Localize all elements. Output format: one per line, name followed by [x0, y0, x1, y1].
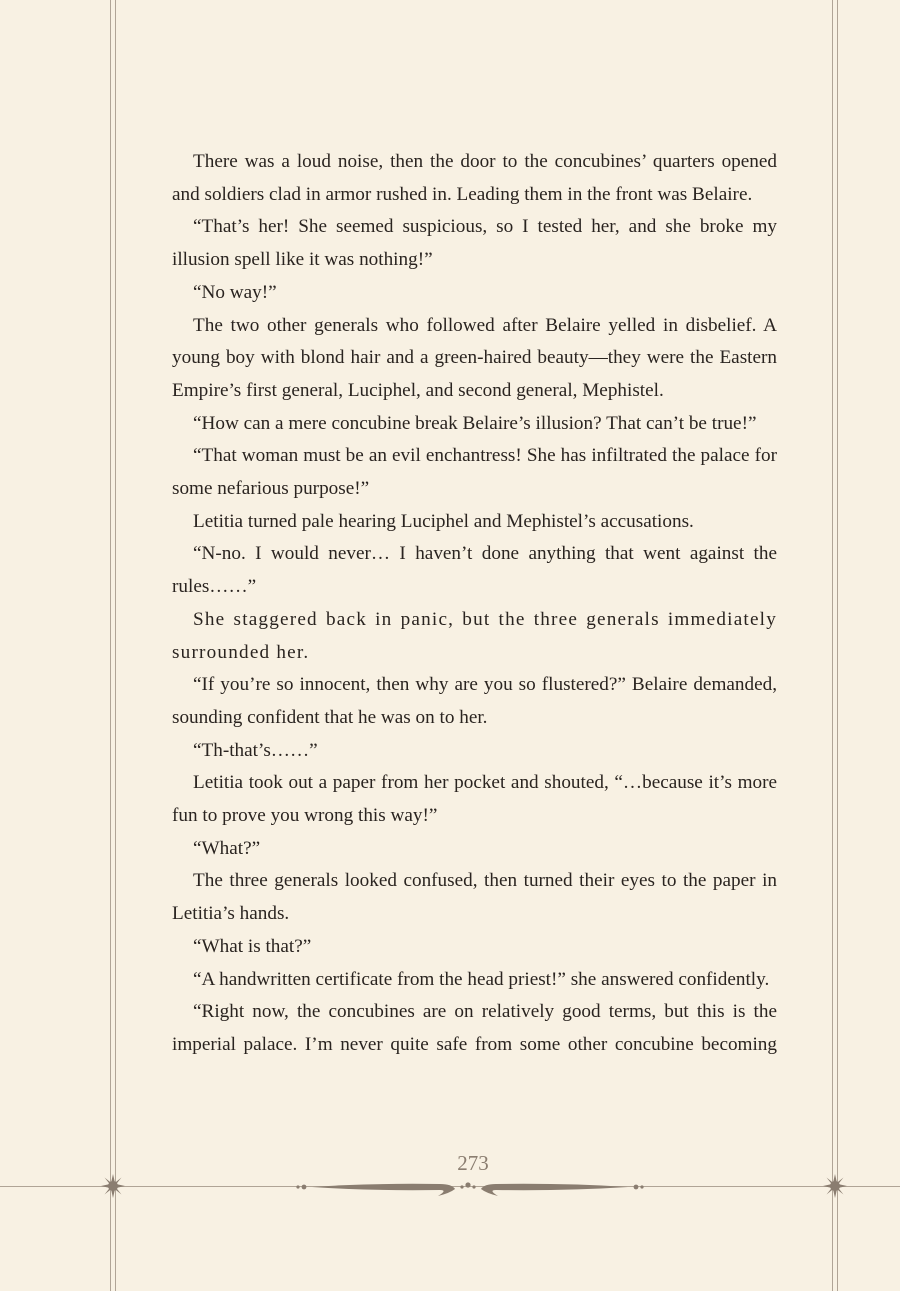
paragraph: Letitia turned pale hearing Luciphel and Mephistel’s accusations.	[193, 510, 694, 532]
paragraph: The three generals looked confused, then turned their eyes to the paper in Letitia’s hands.	[172, 870, 777, 925]
page-number: 273	[457, 1151, 489, 1175]
paragraph: Letitia took out a paper from her pocket and shouted, “…because it’s more fun to prove you wrong this way!”	[172, 772, 777, 827]
paragraph: There was a loud noise, then the door to the concubines’ quarters opened and soldiers clad in armor rushed in. Leading them in the front was Belaire.	[172, 151, 777, 205]
paragraph: “No way!”	[193, 281, 277, 303]
left-border-line-inner	[115, 0, 116, 1291]
sunburst-ornament-icon	[100, 1173, 126, 1199]
paragraph: “That woman must be an evil enchantress! She has infiltrated the palace for some nefarious purpose!”	[172, 445, 777, 500]
paragraph: “If you’re so innocent, then why are you so flustered?” Belaire demanded, sounding confident that he was on to her.	[172, 674, 777, 728]
paragraph: “How can a mere concubine break Belaire’s illusion? That can’t be true!”	[193, 412, 757, 434]
left-border-line-outer	[110, 0, 111, 1291]
right-border-line-inner	[832, 0, 833, 1291]
paragraph: “N-no. I would never… I haven’t done anything that went against the rules……”	[172, 543, 777, 598]
paragraph: “Th-that’s……”	[193, 739, 318, 761]
page-body-text	[172, 146, 777, 1062]
right-border-line-outer	[837, 0, 838, 1291]
paragraph: “What?”	[193, 837, 261, 859]
paragraph: She staggered back in panic, but the three generals immediately surrounded her.	[172, 608, 777, 663]
paragraph: “What is that?”	[193, 935, 312, 957]
paragraph: “That’s her! She seemed suspicious, so I tested her, and she broke my illusion spell like it was nothing!”	[172, 216, 777, 271]
sunburst-ornament-icon	[822, 1173, 848, 1199]
paragraph: “Right now, the concubines are on relatively good terms, but this is the imperial palace. I’m never quite safe from some other concubine becoming	[172, 1001, 777, 1055]
flourish-divider-icon	[290, 1176, 650, 1198]
paragraph: “A handwritten certificate from the head priest!” she answered confidently.	[193, 968, 770, 990]
paragraph: The two other generals who followed after Belaire yelled in disbelief. A young boy with blond hair and a green-haired beauty—they were the Eastern Empire’s first general, Luciphel, and second general, Mephistel.	[172, 314, 777, 401]
